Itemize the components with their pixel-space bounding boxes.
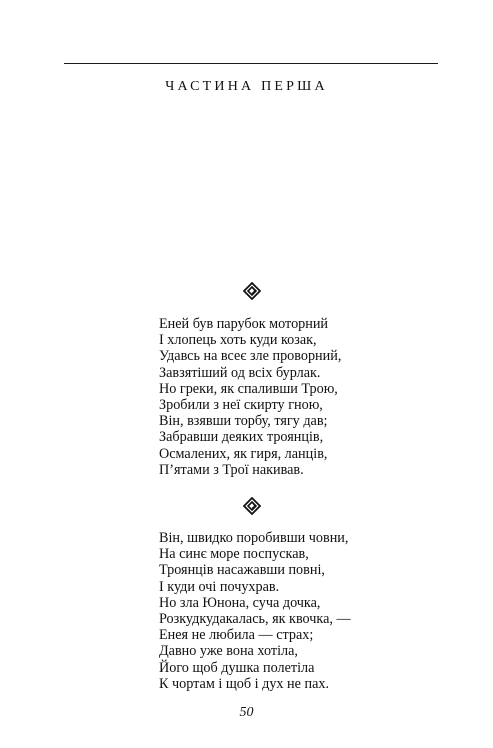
verse-line: Но зла Юнона, суча дочка, bbox=[159, 594, 321, 611]
verse-line: Еней був парубок моторний bbox=[159, 316, 329, 332]
verse-line: Завзятіший од всіх бурлак. bbox=[159, 364, 321, 381]
page-number: 50 bbox=[239, 705, 254, 720]
verse-line: І хлопець хоть куди козак, bbox=[159, 332, 317, 349]
verse-line: Він, швидко поробивши човни, bbox=[159, 530, 349, 546]
verse-line: На синє море поспускав, bbox=[159, 546, 309, 563]
verse-line: Забравши деяких троянців, bbox=[159, 429, 324, 446]
diamond-ornament-icon bbox=[243, 497, 261, 515]
verse-line: І куди очі почухрав. bbox=[159, 578, 280, 595]
verse-line: Енея не любила — страх; bbox=[159, 627, 314, 644]
verse-line: Давно уже вона хотіла, bbox=[159, 643, 298, 660]
verse-line: Розкудкудакалась, як квочка, — bbox=[159, 611, 351, 628]
verse-line: Троянців насажавши повні, bbox=[159, 562, 325, 579]
verse-line: П’ятами з Трої накивав. bbox=[159, 461, 304, 478]
part-title: ЧАСТИНА ПЕРША bbox=[165, 79, 328, 94]
stanza-2 bbox=[159, 530, 351, 692]
verse-line: Удавсь на всеє зле проворний, bbox=[159, 348, 342, 365]
stanza-1 bbox=[159, 316, 341, 478]
diamond-ornament-icon bbox=[243, 282, 261, 300]
verse-line: Но греки, як спаливши Трою, bbox=[159, 380, 338, 397]
verse-line: Він, взявши торбу, тягу дав; bbox=[159, 413, 328, 430]
verse-line: Його щоб душка полетіла bbox=[159, 659, 315, 676]
verse-line: К чортам і щоб і дух не пах. bbox=[159, 675, 330, 692]
verse-line: Зробили з неї скирту гною, bbox=[159, 397, 323, 414]
verse-line: Осмалених, як гиря, ланців, bbox=[159, 445, 328, 462]
header-rule bbox=[64, 63, 438, 64]
